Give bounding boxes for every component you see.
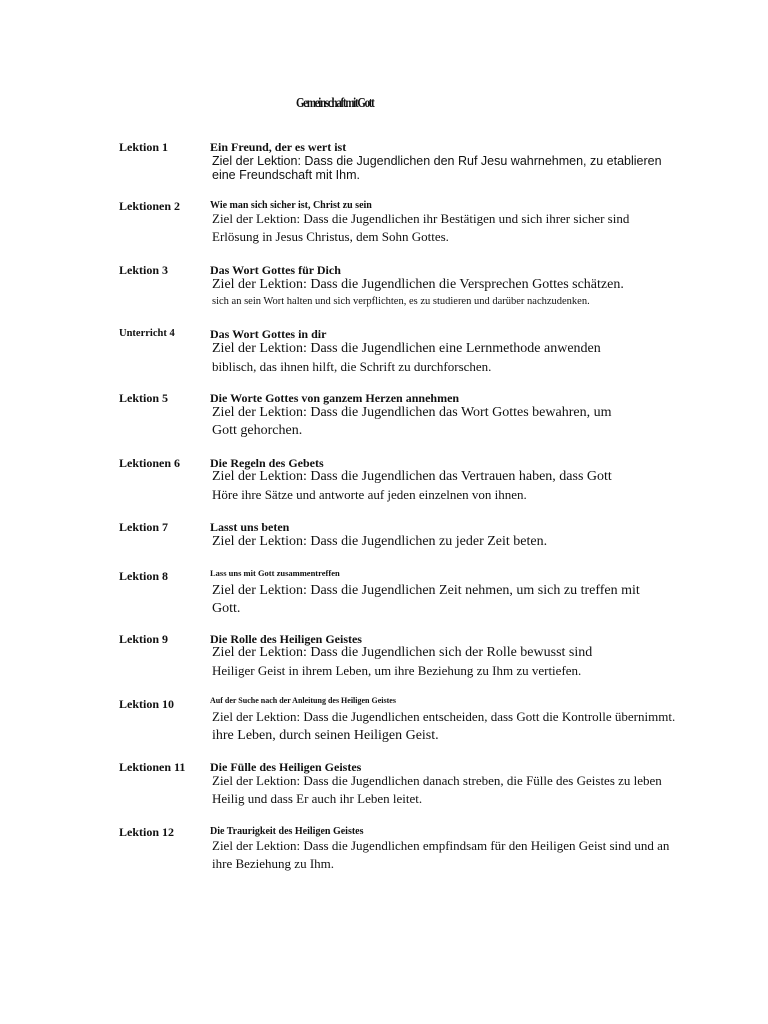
- goal-line: Ziel der Lektion: Dass die Jugendlichen sich der Rolle bewusst sind: [212, 645, 593, 660]
- lesson-title: Auf der Suche nach der Anleitung des Heiligen Geistes: [210, 696, 396, 705]
- goal-line: Heiliger Geist in ihrem Leben, um ihre Beziehung zu Ihm zu vertiefen.: [212, 663, 582, 678]
- lesson-goal: [212, 154, 732, 182]
- lesson-number: Unterricht 4: [119, 328, 175, 339]
- lesson-number: Lektion 1: [119, 140, 169, 154]
- lesson-title: Die Regeln des Gebets: [210, 456, 324, 470]
- goal-line: Ziel der Lektion: Dass die Jugendlichen das Wort Gottes bewahren, um: [212, 405, 612, 420]
- lesson-number: Lektion 5: [119, 391, 169, 405]
- lesson-goal: [212, 582, 732, 618]
- lesson-title: Die Traurigkeit des Heiligen Geistes: [210, 826, 364, 837]
- goal-line: Ziel der Lektion: Dass die Jugendlichen ihr Bestätigen und sich ihrer sicher sind: [212, 211, 630, 226]
- lesson-number: Lektion 7: [119, 520, 169, 534]
- goal-line: Ziel der Lektion: Dass die Jugendlichen den Ruf Jesu wahrnehmen, zu etablieren: [212, 154, 662, 168]
- goal-line: Ziel der Lektion: Dass die Jugendlichen entscheiden, dass Gott die Kontrolle übernimmt.: [212, 709, 676, 724]
- goal-line: eine Freundschaft mit Ihm.: [212, 168, 360, 182]
- lesson-title: Die Fülle des Heiligen Geistes: [210, 760, 362, 774]
- lesson-goal: [212, 644, 732, 680]
- lesson-goal: [212, 210, 732, 246]
- goal-line: Ziel der Lektion: Dass die Jugendlichen danach streben, die Fülle des Geistes zu leben: [212, 773, 662, 788]
- document-title: GemeinschaftmitGott: [296, 96, 374, 111]
- lesson-goal: [212, 533, 732, 551]
- goal-line: Ziel der Lektion: Dass die Jugendlichen Zeit nehmen, um sich zu treffen mit: [212, 583, 640, 598]
- goal-line: Ziel der Lektion: Dass die Jugendlichen das Vertrauen haben, dass Gott: [212, 469, 612, 484]
- lesson-title: Das Wort Gottes für Dich: [210, 263, 341, 277]
- goal-line: Ziel der Lektion: Dass die Jugendlichen die Versprechen Gottes schätzen.: [212, 277, 624, 292]
- goal-line: Ziel der Lektion: Dass die Jugendlichen zu jeder Zeit beten.: [212, 534, 548, 549]
- goal-line: Höre ihre Sätze und antworte auf jeden einzelnen von ihnen.: [212, 487, 527, 502]
- lesson-title: Lasst uns beten: [210, 520, 290, 534]
- lesson-title: Ein Freund, der es wert ist: [210, 140, 347, 154]
- goal-line: sich an sein Wort halten und sich verpflichten, es zu studieren und darüber nachzudenken.: [212, 296, 590, 307]
- lesson-number: Lektion 9: [119, 632, 169, 646]
- lesson-number: Lektion 8: [119, 569, 169, 583]
- lesson-goal: [212, 837, 732, 873]
- lesson-title: Das Wort Gottes in dir: [210, 327, 327, 341]
- goal-line: Erlösung in Jesus Christus, dem Sohn Gottes.: [212, 229, 449, 244]
- lesson-number: Lektion 12: [119, 825, 175, 839]
- goal-line: Ziel der Lektion: Dass die Jugendlichen eine Lernmethode anwenden: [212, 341, 601, 356]
- goal-line: Heilig und dass Er auch ihr Leben leitet.: [212, 791, 423, 806]
- goal-line: biblisch, das ihnen hilft, die Schrift zu durchforschen.: [212, 359, 492, 374]
- goal-line: Ziel der Lektion: Dass die Jugendlichen empfindsam für den Heiligen Geist sind und an: [212, 838, 670, 853]
- lesson-number: Lektion 10: [119, 697, 175, 711]
- lesson-title: Die Rolle des Heiligen Geistes: [210, 632, 362, 646]
- lesson-goal: [212, 772, 732, 808]
- lesson-goal: [212, 468, 732, 504]
- lesson-goal: [212, 340, 732, 376]
- lesson-number: Lektionen 2: [119, 199, 181, 213]
- goal-line: ihre Beziehung zu Ihm.: [212, 856, 335, 871]
- goal-line: ihre Leben, durch seinen Heiligen Geist.: [212, 728, 439, 743]
- lesson-title: Lass uns mit Gott zusammentreffen: [210, 568, 340, 578]
- lesson-number: Lektionen 6: [119, 456, 181, 470]
- goal-line: Gott gehorchen.: [212, 423, 303, 438]
- lesson-goal: [212, 708, 732, 746]
- lesson-goal: [212, 276, 732, 310]
- goal-line: Gott.: [212, 601, 241, 616]
- lesson-goal: [212, 404, 732, 440]
- lesson-number: Lektion 3: [119, 263, 169, 277]
- lesson-number: Lektionen 11: [119, 760, 186, 774]
- lesson-title: Wie man sich sicher ist, Christ zu sein: [210, 200, 372, 211]
- lesson-title: Die Worte Gottes von ganzem Herzen annehmen: [210, 391, 460, 405]
